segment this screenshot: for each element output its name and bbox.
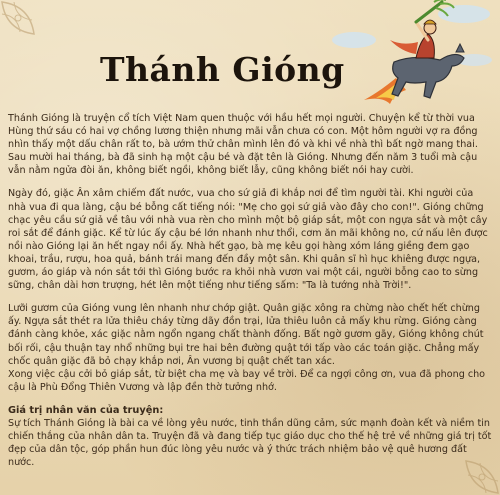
page-title: Thánh Gióng [100,50,345,89]
story-content [8,112,492,479]
story-paragraph: Thánh Gióng là truyện cổ tích Việt Nam quen thuộc với hầu hết mọi người. Chuyện kể từ thời vua Hùng thứ sáu có hai vợ chồng lương thiện nhưng mãi vẫn chưa có con. Một hôm người vợ ra đồng nhìn thấy một dấu chân rất to, bà ướm thử chân mình lên đó và khi về nhà thì bất ngờ mang thai. Sau mười hai tháng, bà đã sinh hạ một cậu bé và đặt tên là Gióng. Nhưng đến năm 3 tuổi mà cậu vẫn nằm ngửa đòi ăn, không biết ngồi, không biết lẫy, cũng không biết nói hay cười. [8,113,478,177]
story-paragraph: Xong việc cậu cởi bỏ giáp sắt, từ biệt cha mẹ và bay về trời. Để ca ngợi công ơn, vua đã phong cho cậu là Phù Đổng Thiên Vương và lập đền thờ tưởng nhớ. [8,368,486,393]
corner-ornament-icon [0,0,64,64]
story-paragraph: Ngày đó, giặc Ân xâm chiếm đất nước, vua cho sứ giả đi khắp nơi để tìm người tài. Khi người của nhà vua đi qua làng, cậu bé bỗng cất tiếng nói: "Mẹ cho gọi sứ giả vào đây cho con!". Gióng chững chạc yêu cầu sứ giả về tâu với nhà vua rèn cho mình một bộ giáp sắt, một con ngựa sắt và một cây roi sắt để đánh giặc. Kể từ lúc ấy cậu bé lớn nhanh như thổi, cơm ăn mãi không no, cứ nấu lên được nồi nào Gióng lại ăn hết ngay nồi ấy. Nhà hết gạo, bà mẹ kêu gọi hàng xóm láng giềng đem gạo khoai, trầu, rượu, hoa quả, bánh trái mang đến đầy một sân. Khi quân sĩ hì hục khiêng được ngựa, gươm, áo giáp và nón sắt tới thì Gióng bước ra khỏi nhà vươn vai một cái, người bỗng cao to sừng sững, chân dài hơn trượng, hét lên một tiếng như tiếng sấm: "Ta là tướng nhà Trời!". [8,188,488,292]
value-paragraph: Sự tích Thánh Gióng là bài ca về lòng yêu nước, tinh thần dũng cảm, sức mạnh đoàn kết và niềm tin chiến thắng của nhân dân ta. Truyện đã và đang tiếp tục giáo dục cho thế hệ trẻ về những giá trị tốt đẹp của dân tộc, góp phần hun đúc lòng yêu nước và ý thức trách nhiệm bảo vệ quê hương đất nước. [8,417,492,469]
value-heading: Giá trị nhân văn của truyện: [8,404,164,416]
warrior-on-horse-illustration [324,0,494,115]
story-paragraph: Lưỡi gươm của Gióng vung lên nhanh như chớp giật. Quân giặc xông ra chừng nào chết hết chừng ấy. Ngựa sắt thét ra lửa thiêu cháy từng dãy đồn trại, lửa thiêu luôn cả mấy khu rừng. Gióng càng đánh càng khỏe, xác giặc nằm ngổn ngang chất thành đống. Bất ngờ gươm gãy, Gióng không chút bối rối, cậu thuận tay nhổ những bụi tre hai bên đường quật tới tấp vào các toán giặc. Chẳng mấy chốc quân giặc đã bỏ chạy khắp nơi, Ân vương bị quật chết tan xác. [8,303,484,367]
